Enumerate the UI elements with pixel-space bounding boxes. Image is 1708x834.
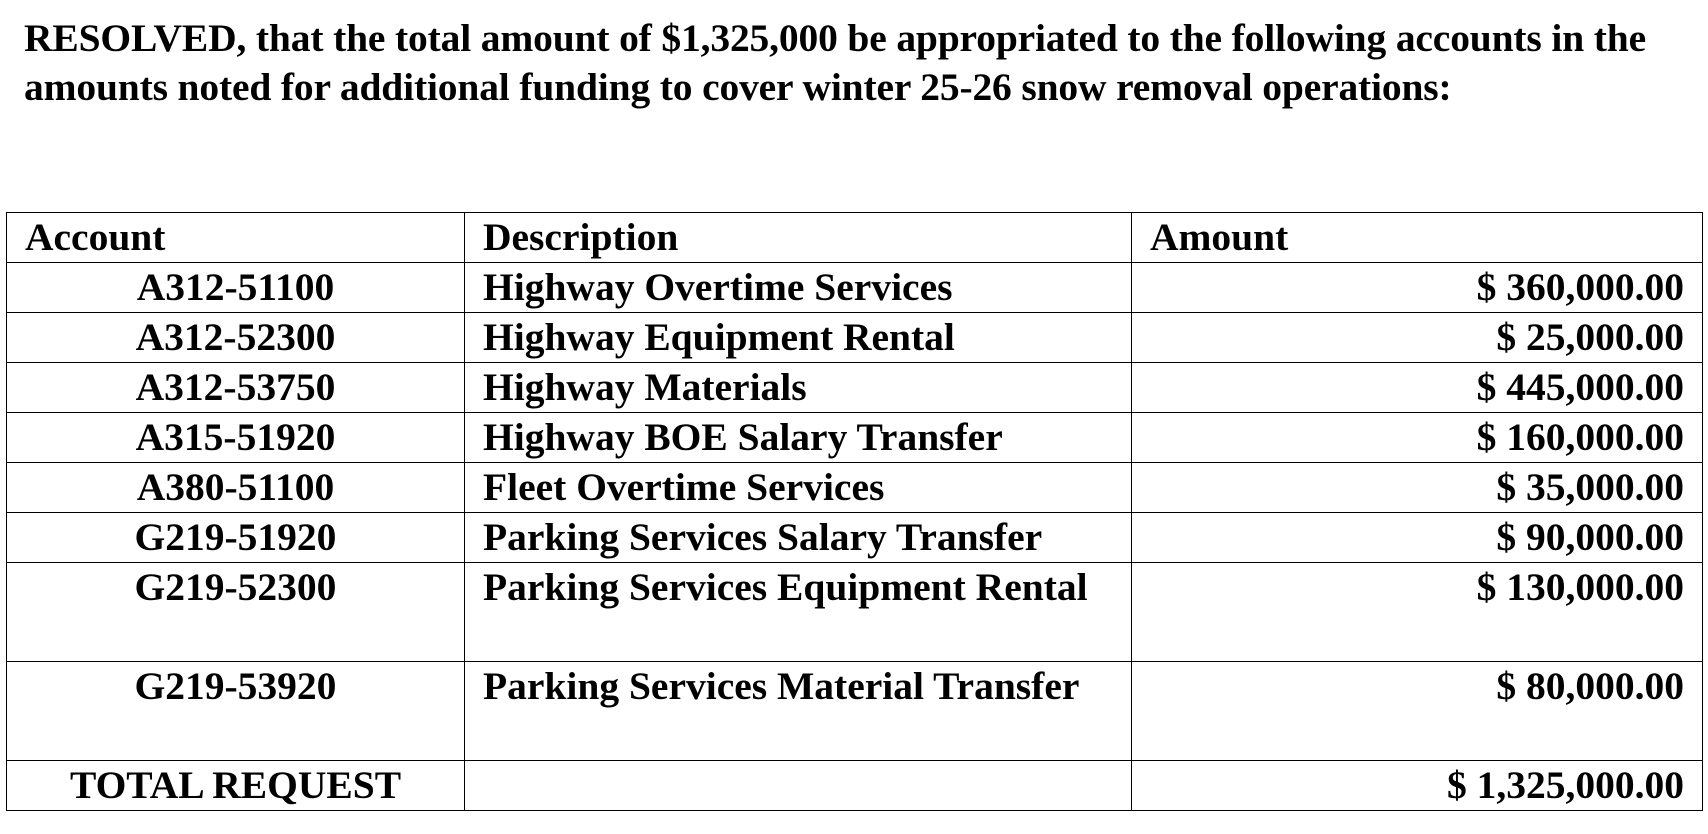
description-cell: Highway Overtime Services	[465, 263, 1132, 313]
total-amount-cell: $ 1,325,000.00	[1132, 761, 1703, 811]
resolution-paragraph: RESOLVED, that the total amount of $1,325,000 be appropriated to the following accounts in the amounts noted for additional funding to cover winter 25-26 snow removal operations:	[24, 16, 1646, 109]
account-number-cell: G219-53920	[7, 662, 465, 761]
description-cell: Highway Materials	[465, 363, 1132, 413]
amount-cell: $ 160,000.00	[1132, 413, 1703, 463]
amount-cell: $ 35,000.00	[1132, 463, 1703, 513]
amount-cell: $ 360,000.00	[1132, 263, 1703, 313]
account-number-cell: A312-52300	[7, 313, 465, 363]
table-row	[7, 413, 1703, 463]
description-cell: Parking Services Material Transfer	[465, 662, 1132, 761]
account-number-cell: G219-51920	[7, 513, 465, 563]
amount-cell: $ 445,000.00	[1132, 363, 1703, 413]
amount-cell: $ 25,000.00	[1132, 313, 1703, 363]
total-request-label: TOTAL REQUEST	[7, 761, 465, 811]
description-cell: Parking Services Equipment Rental	[465, 563, 1132, 662]
table-row	[7, 662, 1703, 761]
description-cell: Parking Services Salary Transfer	[465, 513, 1132, 563]
table-row	[7, 513, 1703, 563]
description-cell: Fleet Overtime Services	[465, 463, 1132, 513]
account-number-cell: A312-53750	[7, 363, 465, 413]
amount-cell: $ 130,000.00	[1132, 563, 1703, 662]
table-row	[7, 563, 1703, 662]
account-number-cell: G219-52300	[7, 563, 465, 662]
amount-cell: $ 90,000.00	[1132, 513, 1703, 563]
amount-cell: $ 80,000.00	[1132, 662, 1703, 761]
total-description-cell	[465, 761, 1132, 811]
table-row	[7, 263, 1703, 313]
description-column-header: Description	[465, 213, 1132, 263]
table-row	[7, 363, 1703, 413]
amount-column-header: Amount	[1132, 213, 1703, 263]
total-row	[7, 761, 1703, 811]
account-number-cell: A315-51920	[7, 413, 465, 463]
table-row	[7, 313, 1703, 363]
description-cell: Highway Equipment Rental	[465, 313, 1132, 363]
account-number-cell: A380-51100	[7, 463, 465, 513]
account-number-cell: A312-51100	[7, 263, 465, 313]
table-row	[7, 463, 1703, 513]
table-header-row	[7, 213, 1703, 263]
account-column-header: Account	[7, 213, 465, 263]
description-cell: Highway BOE Salary Transfer	[465, 413, 1132, 463]
appropriation-table	[6, 212, 1703, 811]
